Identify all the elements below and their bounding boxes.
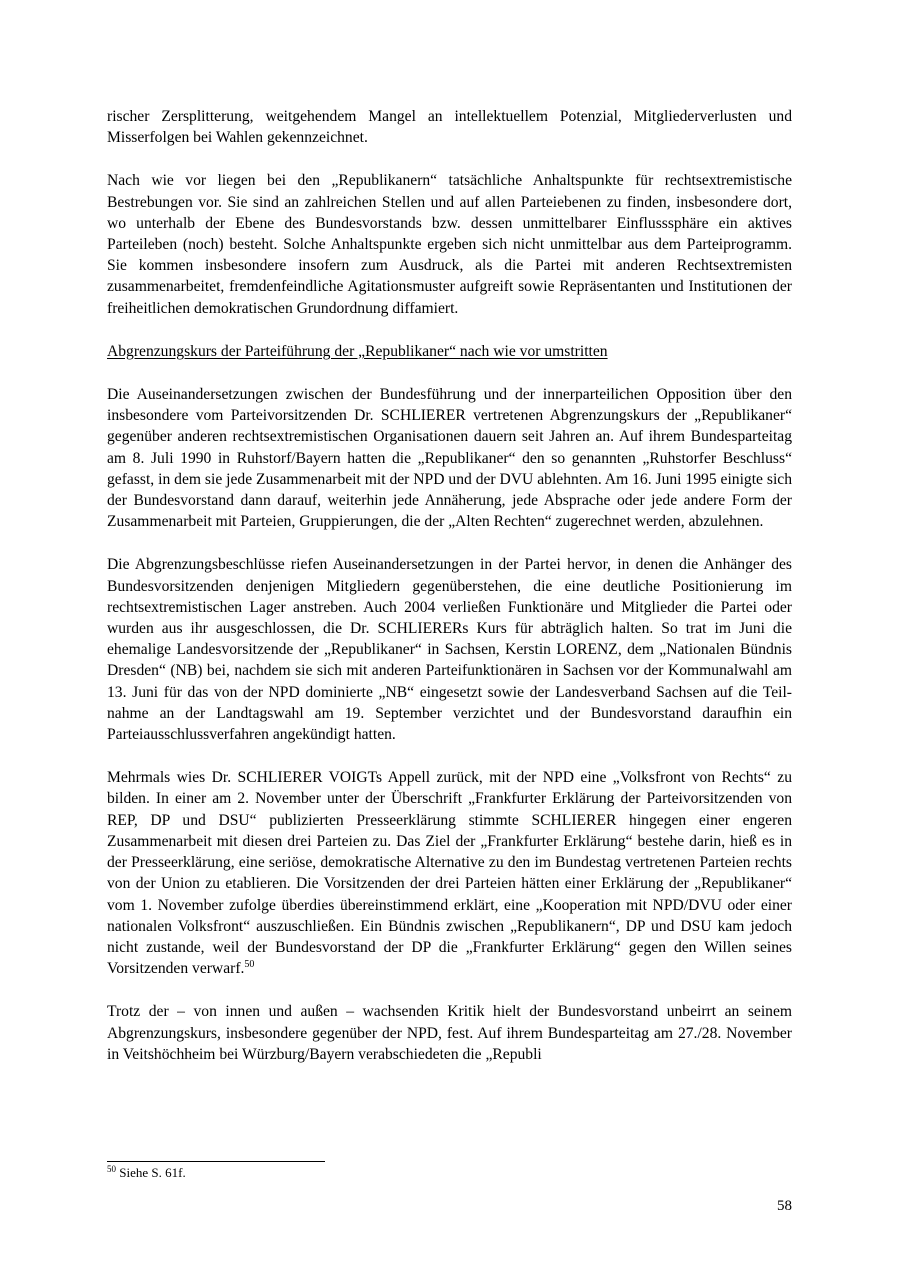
page-number: 58 — [777, 1198, 792, 1214]
section-heading: Abgrenzungskurs der Parteiführung der „Republikaner“ nach wie vor umstritten — [107, 342, 608, 360]
footnote-mark: 50 — [107, 1164, 116, 1174]
footnote-reference: 50 — [244, 959, 255, 971]
paragraph-4: Die Abgrenzungsbeschlüsse riefen Auseinandersetzungen in der Partei hervor, in denen die Anhänger des Bundesvorsitzenden denjenigen Mitgliedern gegenüberstehen, die eine deutliche Positionierung im rechtsextremistischen Lager anstreben. Auch 2004 verließen Funktionäre und Mitglieder die Partei oder wurden aus ihr ausgeschlossen, die Dr. SCHLIERERs Kurs für abträglich halten. So trat im Juni die ehemalige Landesvorsitzende der „Republikaner“ in Sachsen, Kerstin LORENZ, dem „Nationalen Bündnis Dresden“ (NB) bei, nachdem sie sich mit anderen Parteifunktionären in Sachsen vor der Kommunalwahl am 13. Juni für das von der NPD dominierte „NB“ eingesetzt sowie der Landesverband Sachsen auf die Teilnahme an der Landtagswahl am 19. September verzichtet und der Bundesvorstand daraufhin ein Parteiausschlussverfahren angekündigt hatten. — [107, 556, 792, 744]
document-body — [107, 106, 792, 1087]
paragraph-5 — [107, 767, 792, 979]
paragraph-1: rischer Zersplitterung, weitgehendem Mangel an intellektuellem Potenzial, Mitgliederverlusten und Misserfolgen bei Wahlen gekennzeichnet. — [107, 108, 792, 147]
paragraph-6: Trotz der – von innen und außen – wachsenden Kritik hielt der Bundesvorstand unbeirrt an seinem Abgrenzungskurs, insbesondere gegenüber der NPD, fest. Auf ihrem Bundesparteitag am 27./28. November in Veitshöchheim bei Würzburg/Bayern verabschiedeten die „Republi — [107, 1003, 792, 1063]
footnote — [107, 1164, 186, 1181]
footnote-text: Siehe S. 61f. — [119, 1165, 186, 1180]
paragraph-3: Die Auseinandersetzungen zwischen der Bundesführung und der innerparteilichen Opposition über den insbesondere vom Parteivorsitzenden Dr. SCHLIERER vertretenen Abgrenzungskurs der „Republikaner“ gegenüber anderen rechtsextremistischen Organisationen dauern seit Jahren an. Auf ihrem Bundesparteitag am 8. Juli 1990 in Ruhstorf/Bayern hatten die „Republikaner“ den so genannten „Ruhstorfer Beschluss“ gefasst, in dem sie jede Zusammenarbeit mit der NPD und der DVU ablehnten. Am 16. Juni 1995 einigte sich der Bundesvorstand dann darauf, weiterhin jede Annäherung, jede Absprache oder jede andere Form der Zusammenarbeit mit Parteien, Gruppierungen, die der „Alten Rechten“ zugerechnet werden, abzulehnen. — [107, 386, 792, 531]
paragraph-2: Nach wie vor liegen bei den „Republikanern“ tatsächliche Anhaltspunkte für rechtsextremistische Bestrebungen vor. Sie sind an zahlreichen Stellen und auf allen Parteiebenen zu finden, insbesondere dort, wo unterhalb der Ebene des Bundesvorstands bzw. dessen unmittelbarer Einflusssphäre ein aktives Parteileben (noch) besteht. Solche Anhaltspunkte ergeben sich nicht unmittelbar aus dem Parteiprogramm. Sie kommen insbesondere insofern zum Ausdruck, als die Partei mit anderen Rechtsextremisten zusammenarbeitet, fremdenfeindliche Agitationsmuster aufgreift sowie Repräsentanten und Institutionen der freiheitlichen demokratischen Grundordnung diffamiert. — [107, 172, 792, 317]
paragraph-5-text: Mehrmals wies Dr. SCHLIERER VOIGTs Appell zurück, mit der NPD eine „Volksfront von Rechts“ zu bilden. In einer am 2. November unter der Überschrift „Frankfurter Erklärung der Parteivorsitzenden von REP, DP und DSU“ publizierten Presseerklärung stimmte SCHLIERER hingegen einer engeren Zusammenarbeit mit diesen drei Parteien zu. Das Ziel der „Frankfurter Erklärung“ bestehe darin, hieß es in der Presseerklärung, eine seriöse, demokratische Alternative zu den im Bundestag vertretenen Parteien rechts von der Union zu etablieren. Die Vorsitzenden der drei Parteien hätten einer Erklärung der „Republikaner“ vom 1. November zufolge überdies übereinstimmend erklärt, eine „Kooperation mit NPD/DVU oder einer nationalen Volksfront“ auszuschließen. Ein Bündnis zwischen „Republikanern“, DP und DSU kam jedoch nicht zustande, weil der Bundesvorstand der DP die „Frankfurter Erklärung“ gegen den Willen seines Vorsitzenden verwarf. — [107, 769, 792, 978]
footnote-separator — [107, 1161, 325, 1162]
